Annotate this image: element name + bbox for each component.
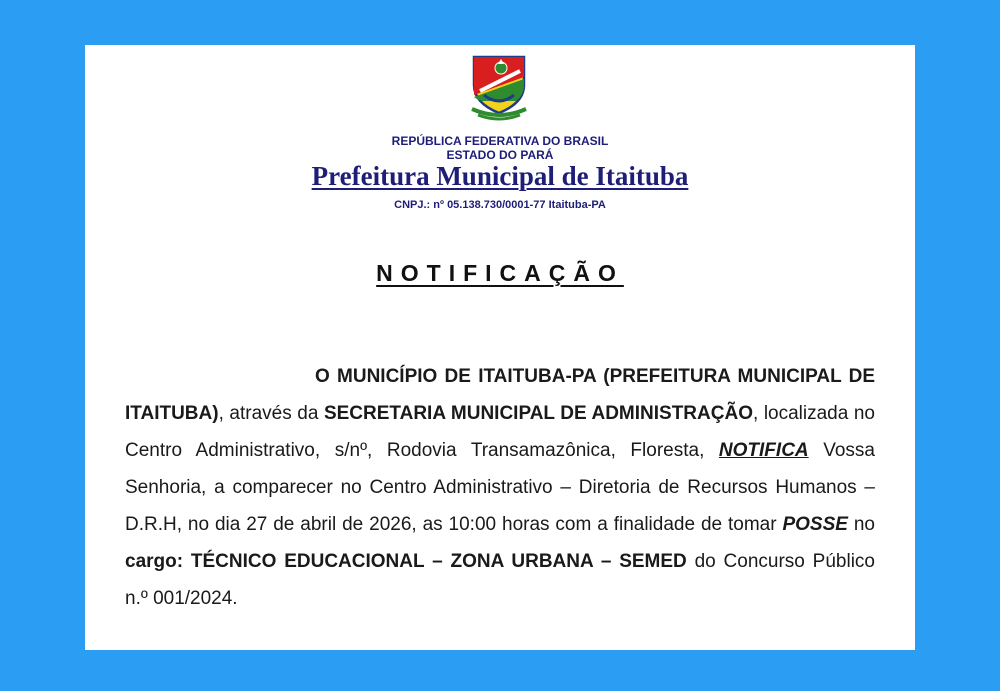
notifica-keyword: NOTIFICA	[718, 440, 809, 461]
notification-title-text: NOTIFICAÇÃO	[376, 260, 624, 286]
body-text-6: do Concurso Público n.º 001/2024.	[125, 551, 875, 609]
city-hall-title	[85, 161, 915, 191]
municipality-name: O MUNICÍPIO DE ITAITUBA-PA (PREFEITURA MUNICIPAL DE ITAITUBA)	[125, 366, 875, 424]
cargo-value: TÉCNICO EDUCACIONAL – ZONA URBANA – SEMED	[190, 551, 687, 572]
cnpj-line: CNPJ.: nº 05.138.730/0001-77 Itaituba-PA	[394, 199, 606, 211]
notification-title	[85, 260, 915, 287]
cargo-label: cargo:	[125, 551, 184, 572]
body-text-5	[183, 551, 191, 572]
body-text-2: , localizada no Centro Administrativo, s/nº, Rodovia Transamazônica, Floresta,	[125, 403, 875, 461]
notification-body	[125, 358, 875, 617]
state-line: ESTADO DO PARÁ	[446, 148, 554, 162]
coat-of-arms-icon	[468, 51, 530, 121]
body-text-1: , através da	[218, 403, 324, 424]
city-hall-title-text: Prefeitura Municipal de Itaituba	[311, 161, 689, 191]
body-text-4: no	[847, 514, 875, 535]
republic-line: REPÚBLICA FEDERATIVA DO BRASIL	[391, 134, 609, 148]
body-text-3: Vossa Senhoria, a comparecer no Centro Administrativo – Diretoria de Recursos Humanos – D.R.H, no dia 27 de abril de 2026, as 10:00 horas com a finalidade de tomar	[125, 440, 875, 535]
notification-document	[85, 45, 915, 650]
secretariat-name: SECRETARIA MUNICIPAL DE ADMINISTRAÇÃO	[323, 403, 753, 424]
posse-keyword: POSSE	[782, 514, 848, 535]
